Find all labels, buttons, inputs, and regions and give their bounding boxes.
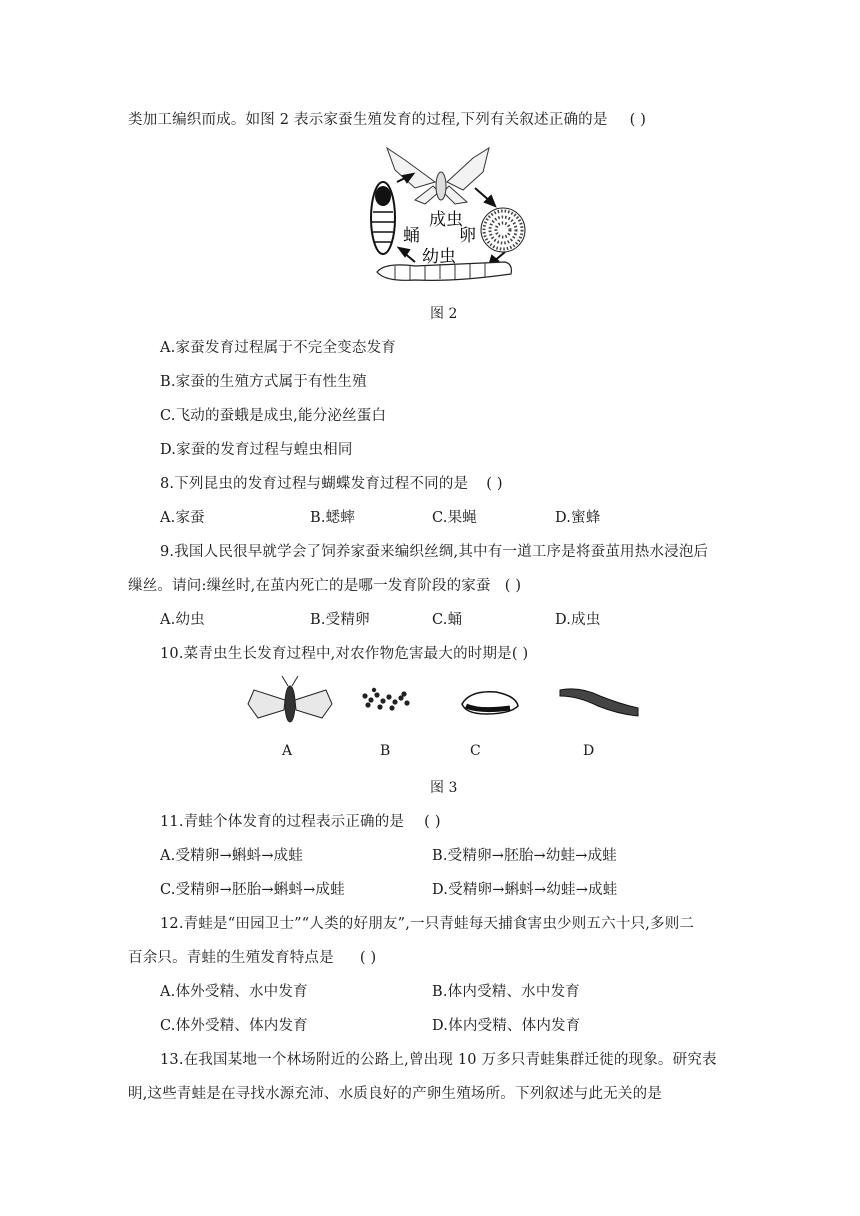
q9-option-a: A.幼虫 bbox=[160, 612, 205, 628]
q13-stem-line2: 明,这些青蛙是在寻找水源充沛、水质良好的产卵生殖场所。下列叙述与此无关的是 bbox=[128, 1086, 663, 1102]
q12-option-c: C.体外受精、体内发育 bbox=[160, 1018, 308, 1034]
figure-3-label-b: B bbox=[380, 743, 391, 759]
figure-2-lifecycle bbox=[355, 140, 530, 290]
q11-option-c: C.受精卵→胚胎→蝌蚪→成蛙 bbox=[160, 882, 345, 898]
q12-option-d: D.体内受精、体内发育 bbox=[432, 1018, 581, 1034]
q9-option-b: B.受精卵 bbox=[310, 612, 370, 628]
q11-option-d: D.受精卵→蝌蚪→幼蛙→成蛙 bbox=[432, 882, 618, 898]
q7-option-a: A.家蚕发育过程属于不完全变态发育 bbox=[160, 340, 396, 356]
q11-option-b: B.受精卵→胚胎→幼蛙→成蛙 bbox=[432, 848, 618, 864]
q12-stem-line1: 12.青蛙是“田园卫士”“人类的好朋友”,一只青蛙每天捕食害虫少则五六十只,多则二 bbox=[160, 916, 695, 932]
label-adult: 成虫 bbox=[429, 210, 463, 230]
q9-stem-line1: 9.我国人民很早就学会了饲养家蚕来编织丝绸,其中有一道工序是将蚕茧用热水浸泡后 bbox=[160, 544, 709, 560]
egg-cluster-icon bbox=[481, 208, 525, 252]
q9-stem-line2: 缫丝。请问:缫丝时,在茧内死亡的是哪一发育阶段的家蚕 ( ) bbox=[128, 578, 522, 594]
label-egg: 卵 bbox=[459, 226, 476, 246]
figure-3-label-c: C bbox=[470, 743, 481, 759]
larva-icon bbox=[560, 689, 638, 716]
q7-option-d: D.家蚕的发育过程与蝗虫相同 bbox=[160, 442, 353, 458]
q13-stem-line1: 13.在我国某地一个林场附近的公路上,曾出现 10 万多只青蛙集群迁徙的现象。研究表 bbox=[160, 1052, 717, 1068]
figure-2-caption: 图 2 bbox=[430, 306, 458, 322]
q12-stem-line2: 百余只。青蛙的生殖发育特点是 ( ) bbox=[128, 950, 377, 966]
q12-option-b: B.体内受精、水中发育 bbox=[432, 984, 580, 1000]
q9-option-c: C.蛹 bbox=[432, 612, 463, 628]
figure-3-butterfly-stages bbox=[240, 674, 650, 730]
intro-line: 类加工编织而成。如图 2 表示家蚕生殖发育的过程,下列有关叙述正确的是 ( ) bbox=[128, 112, 647, 128]
q8-option-a: A.家蚕 bbox=[160, 510, 205, 526]
label-pupa: 蛹 bbox=[403, 226, 420, 246]
pupa-icon bbox=[371, 182, 395, 254]
pupa-icon bbox=[462, 692, 518, 714]
label-larva: 幼虫 bbox=[422, 247, 456, 267]
q8-option-c: C.果蝇 bbox=[432, 510, 477, 526]
figure-3-label-a: A bbox=[282, 743, 293, 759]
q10-stem: 10.菜青虫生长发育过程中,对农作物危害最大的时期是( ) bbox=[160, 646, 529, 662]
butterfly-icon bbox=[248, 676, 332, 722]
q9-option-d: D.成虫 bbox=[555, 612, 601, 628]
q8-stem: 8.下列昆虫的发育过程与蝴蝶发育过程不同的是 ( ) bbox=[160, 476, 503, 492]
q11-option-a: A.受精卵→蝌蚪→成蛙 bbox=[160, 848, 304, 864]
q11-stem: 11.青蛙个体发育的过程表示正确的是 ( ) bbox=[160, 814, 441, 830]
egg-cluster-icon bbox=[362, 688, 409, 711]
figure-3-caption: 图 3 bbox=[430, 780, 458, 796]
q8-option-b: B.蟋蟀 bbox=[310, 510, 356, 526]
q12-option-a: A.体外受精、水中发育 bbox=[160, 984, 308, 1000]
q7-option-c: C.飞动的蚕蛾是成虫,能分泌丝蛋白 bbox=[160, 408, 387, 424]
q7-option-b: B.家蚕的生殖方式属于有性生殖 bbox=[160, 374, 367, 390]
figure-3-label-d: D bbox=[583, 743, 595, 759]
q8-option-d: D.蜜蜂 bbox=[555, 510, 601, 526]
